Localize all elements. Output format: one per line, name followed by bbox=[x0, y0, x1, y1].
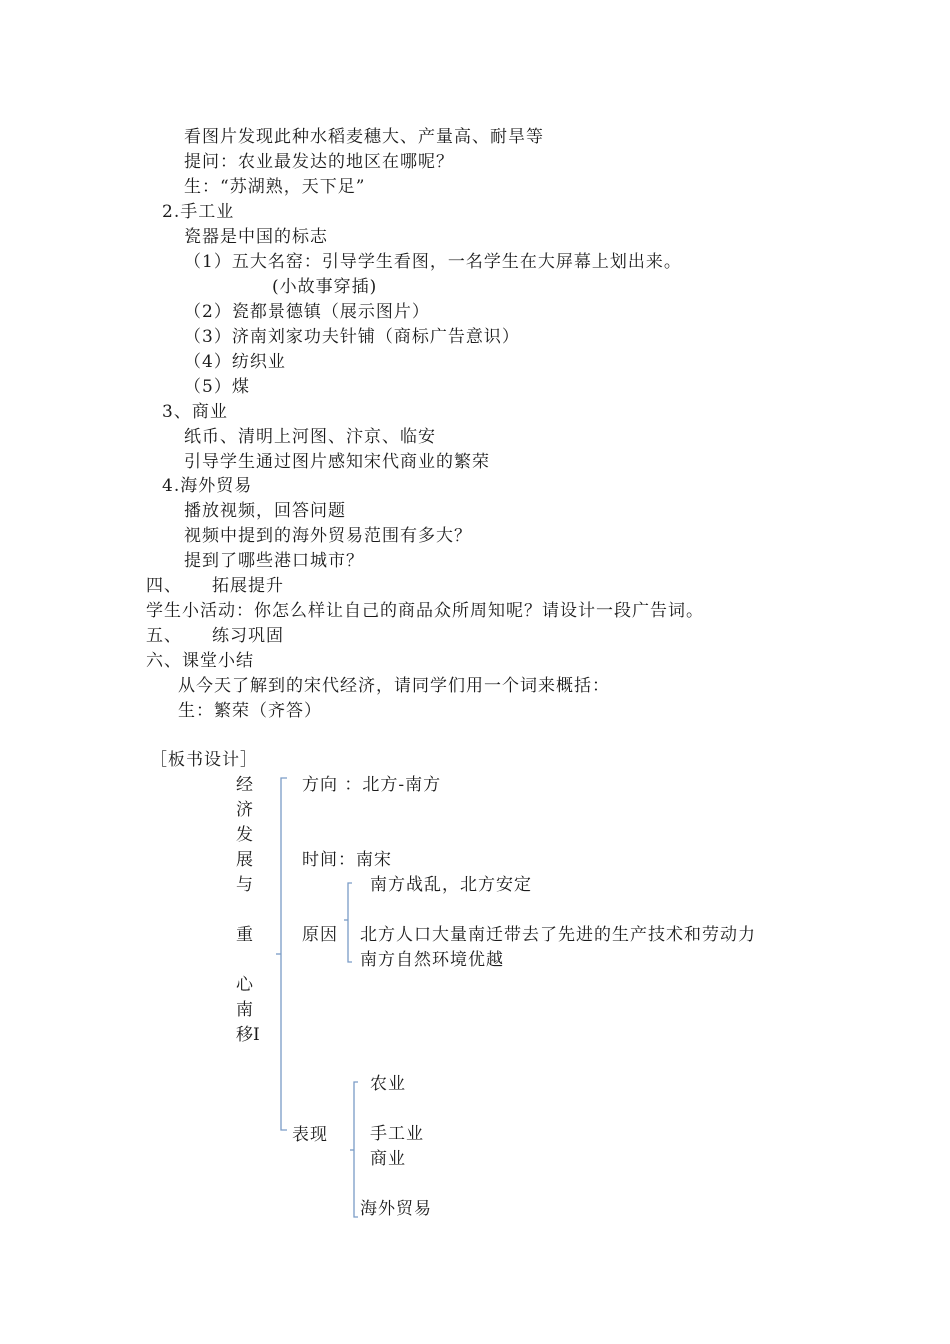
summary-line: 从今天了解到的宋代经济，请同学们用一个词来概括： bbox=[178, 676, 610, 696]
main-bracket bbox=[281, 778, 287, 1130]
board-manifest: 海外贸易 bbox=[360, 1199, 432, 1219]
board-vertical-char: 经 bbox=[236, 775, 253, 795]
handicraft-intro: 瓷器是中国的标志 bbox=[184, 227, 328, 247]
handicraft-item: （4）纺织业 bbox=[184, 352, 286, 372]
board-manifest: 农业 bbox=[370, 1074, 406, 1094]
board-reason: 南方战乱，北方安定 bbox=[370, 875, 532, 895]
board-reason: 北方人口大量南迁带去了先进的生产技术和劳动力 bbox=[360, 925, 756, 945]
board-vertical-char: 展 bbox=[236, 850, 253, 870]
board-vertical-char: 南 bbox=[236, 1000, 253, 1020]
board-vertical-char: 心 bbox=[236, 975, 253, 995]
board-reason: 南方自然环境优越 bbox=[360, 950, 504, 970]
extension-activity: 学生小活动：你怎么样让自己的商品众所周知呢？请设计一段广告词。 bbox=[146, 601, 704, 621]
board-vertical-char: 发 bbox=[236, 825, 253, 845]
handicraft-item: (小故事穿插) bbox=[272, 277, 378, 297]
board-time: 时间：南宋 bbox=[302, 850, 392, 870]
handicraft-item: （5）煤 bbox=[184, 377, 250, 397]
agriculture-line: 看图片发现此种水稻麦穗大、产量高、耐旱等 bbox=[184, 127, 544, 147]
board-vertical-char: 与 bbox=[236, 875, 253, 895]
board-manifest: 商业 bbox=[370, 1149, 406, 1169]
reason-bracket bbox=[348, 883, 352, 962]
practice-number: 五、 bbox=[146, 626, 182, 646]
extension-title: 拓展提升 bbox=[212, 576, 284, 596]
commerce-line: 引导学生通过图片感知宋代商业的繁荣 bbox=[184, 452, 490, 472]
practice-title: 练习巩固 bbox=[212, 626, 284, 646]
board-direction: 方向 ：北方-南方 bbox=[302, 775, 442, 795]
trade-line: 提到了哪些港口城市？ bbox=[184, 551, 364, 571]
handicraft-heading: 2.手工业 bbox=[162, 202, 235, 222]
summary-line: 生：繁荣（齐答） bbox=[178, 701, 322, 721]
manifest-bracket bbox=[354, 1082, 358, 1217]
agriculture-line: 提问：农业最发达的地区在哪呢？ bbox=[184, 152, 454, 172]
trade-heading: 4.海外贸易 bbox=[162, 476, 253, 496]
trade-line: 视频中提到的海外贸易范围有多大？ bbox=[184, 526, 472, 546]
handicraft-item: （2）瓷都景德镇（展示图片） bbox=[184, 302, 430, 322]
commerce-line: 纸币、清明上河图、汴京、临安 bbox=[184, 427, 436, 447]
handicraft-item: （3）济南刘家功夫针铺（商标广告意识） bbox=[184, 327, 520, 347]
board-manifest: 手工业 bbox=[370, 1124, 424, 1144]
summary-heading: 六、课堂小结 bbox=[146, 651, 254, 671]
board-vertical-char: 济 bbox=[236, 800, 253, 820]
agriculture-line: 生：“苏湖熟，天下足” bbox=[184, 177, 366, 197]
board-vertical-char: 移Ⅰ bbox=[236, 1025, 260, 1045]
board-manifest-label: 表现 bbox=[292, 1125, 328, 1145]
commerce-heading: 3、商业 bbox=[162, 402, 228, 422]
board-reason-label: 原因 bbox=[302, 925, 338, 945]
handicraft-item: （1）五大名窑：引导学生看图，一名学生在大屏幕上划出来。 bbox=[184, 252, 682, 272]
board-heading: ［板书设计］ bbox=[150, 750, 258, 770]
extension-number: 四、 bbox=[146, 576, 182, 596]
board-vertical-char: 重 bbox=[236, 925, 253, 945]
trade-line: 播放视频，回答问题 bbox=[184, 501, 346, 521]
